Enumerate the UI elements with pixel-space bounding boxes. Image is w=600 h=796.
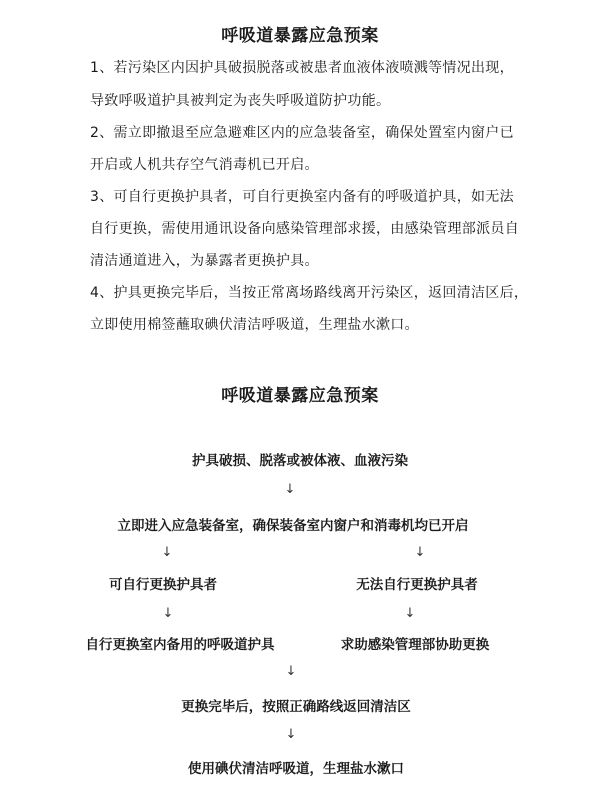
flow-node-request-help: 求助感染管理部协助更换	[340, 637, 490, 653]
para-line: 自行更换，需使用通讯设备向感染管理部求援，由感染管理部派员自	[90, 221, 519, 237]
para-line: 1、若污染区内因护具破损脱落或被患者血液体液喷溅等情况出现，	[90, 60, 514, 76]
arrow-down-icon: ↓	[285, 727, 297, 742]
para-line: 2、需立即撤退至应急避难区内的应急装备室，确保处置室内窗户已	[90, 125, 514, 141]
para-line: 导致呼吸道护具被判定为丧失呼吸道防护功能。	[90, 93, 391, 109]
arrow-down-icon: ↓	[161, 545, 173, 560]
section1-title: 呼吸道暴露应急预案	[221, 26, 379, 46]
flow-node-self-replace: 可自行更换护具者	[109, 577, 217, 593]
flow-node-enter-room: 立即进入应急装备室，确保装备室内窗户和消毒机均已开启	[117, 518, 469, 534]
para-line: 立即使用棉签蘸取碘伏清洁呼吸道，生理盐水漱口。	[90, 317, 419, 333]
arrow-down-icon: ↓	[162, 606, 174, 621]
section2-title: 呼吸道暴露应急预案	[221, 386, 379, 406]
para-line: 开启或人机共存空气消毒机已开启。	[90, 157, 319, 173]
arrow-down-icon: ↓	[414, 545, 426, 560]
para-line: 3、可自行更换护具者，可自行更换室内备有的呼吸道护具，如无法	[90, 189, 514, 205]
flow-node-damage: 护具破损、脱落或被体液、血液污染	[192, 453, 408, 469]
para-line: 清洁通道进入，为暴露者更换护具。	[90, 253, 319, 269]
flow-node-return-clean: 更换完毕后，按照正确路线返回清洁区	[181, 699, 411, 715]
flow-node-clean-airway: 使用碘伏清洁呼吸道，生理盐水漱口	[188, 761, 404, 777]
arrow-down-icon: ↓	[404, 606, 416, 621]
arrow-down-icon: ↓	[285, 664, 297, 679]
flow-node-replace-gear: 自行更换室内备用的呼吸道护具	[85, 637, 275, 653]
flow-node-cannot-replace: 无法自行更换护具者	[356, 577, 478, 593]
para-line: 4、护具更换完毕后，当按正常离场路线离开污染区，返回清洁区后，	[90, 285, 529, 301]
arrow-down-icon: ↓	[284, 482, 296, 497]
